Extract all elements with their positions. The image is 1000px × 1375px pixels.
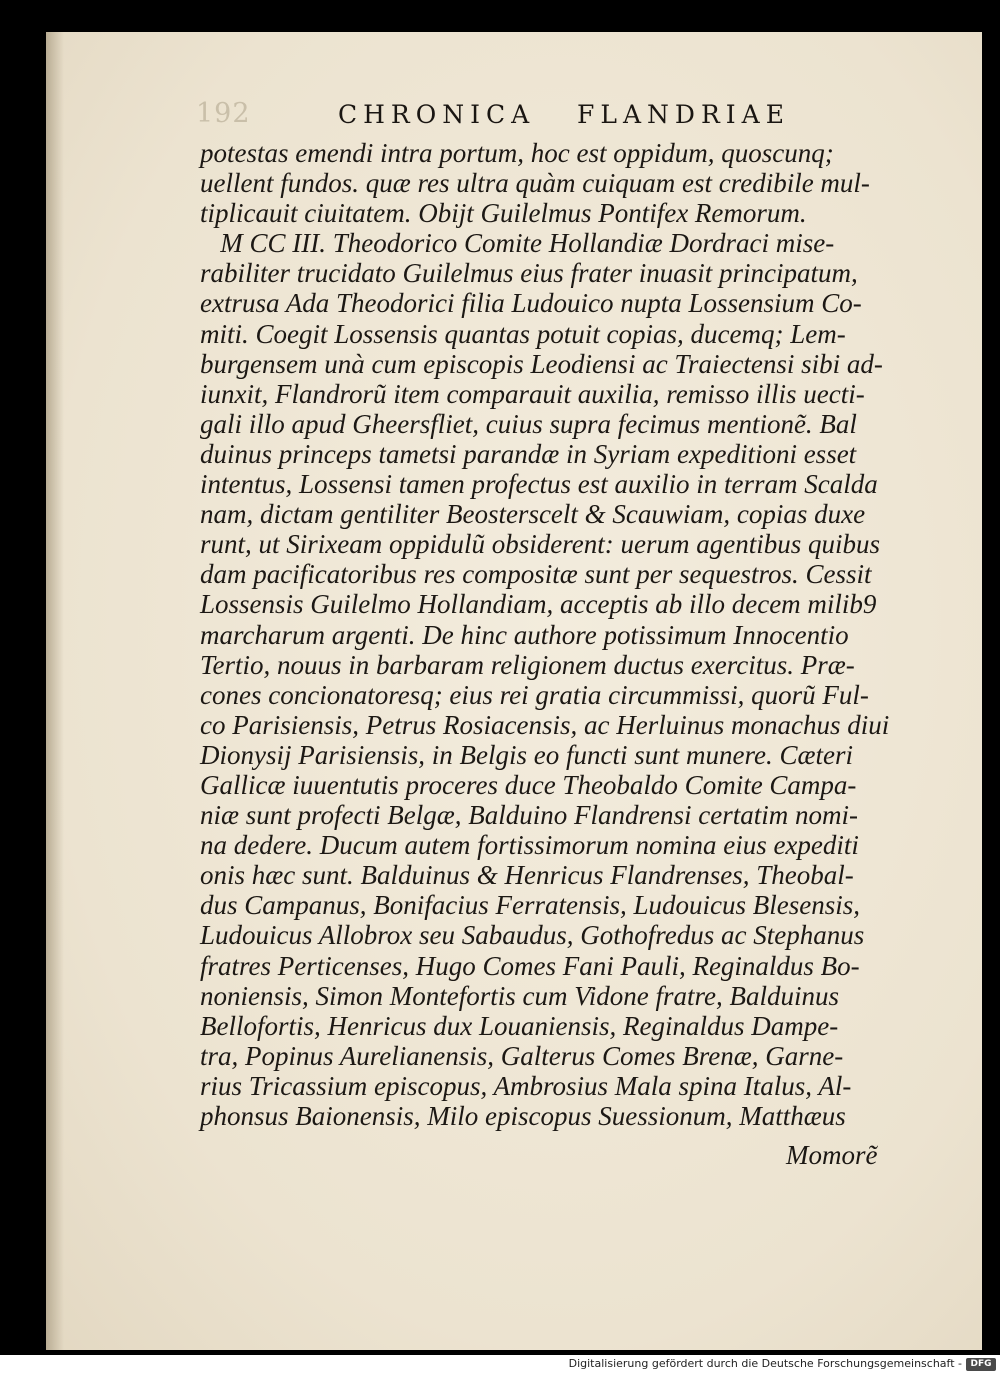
- text-line: na dedere. Ducum autem fortissimorum nomina eius expediti: [200, 830, 859, 861]
- text-line: Ludouicus Allobrox seu Sabaudus, Gothofredus ac Stephanus: [200, 920, 865, 951]
- text-line: intentus, Lossensi tamen profectus est auxilio in terram Scalda: [200, 469, 878, 500]
- text-line: gali illo apud Gheersfliet, cuius supra fecimus mentionẽ. Bal: [200, 408, 857, 439]
- text-line: M CC III. Theodorico Comite Hollandiæ Dordraci mise-: [200, 228, 835, 259]
- text-line: potestas emendi intra portum, hoc est oppidum, quoscunq;: [200, 138, 834, 168]
- text-line: duinus princeps tametsi parandæ in Syriam expeditioni esset: [200, 438, 857, 469]
- text-line: tiplicauit ciuitatem. Obijt Guilelmus Pontifex Remorum.: [200, 198, 807, 229]
- page-number: 192: [196, 98, 251, 129]
- text-line: phonsus Baionensis, Milo episcopus Suessionum, Matthæus: [200, 1101, 846, 1131]
- text-line: Bellofortis, Henricus dux Louaniensis, Reginaldus Dampe-: [200, 1010, 839, 1041]
- text-line: niæ sunt profecti Belgæ, Balduino Flandrensi certatim nomi-: [200, 800, 858, 831]
- text-line: Gallicæ iuuentutis proceres duce Theobaldo Comite Campa-: [200, 769, 857, 800]
- text-line: miti. Coegit Lossensis quantas potuit copias, ducemq; Lem-: [200, 318, 846, 349]
- text-line: burgensem unà cum episcopis Leodiensi ac Traiectensi sibi ad-: [200, 348, 883, 379]
- text-line: dus Campanus, Bonifacius Ferratensis, Ludouicus Blesensis,: [200, 890, 860, 921]
- text-line: uellent fundos. quæ res ultra quàm cuiquam est credibile mul-: [200, 168, 870, 199]
- text-line: rabiliter trucidato Guilelmus eius frater inuasit principatum,: [200, 258, 858, 289]
- funding-credit: Digitalisierung gefördert durch die Deutsche Forschungsgemeinschaft -: [568, 1357, 962, 1370]
- text-line: Dionysij Parisiensis, in Belgis eo functi sunt munere. Cæteri: [200, 739, 853, 770]
- page-edge-mark: [992, 305, 1000, 347]
- text-line: dam pacificatoribus res compositæ sunt per sequestros. Cessit: [200, 559, 872, 590]
- text-line: nam, dictam gentiliter Beosterscelt & Scauwiam, copias duxe: [200, 499, 866, 530]
- page-gutter-shadow: [46, 32, 64, 1350]
- running-head: CHRONICA FLANDRIAE: [338, 100, 790, 129]
- text-line: iunxit, Flandrorũ item comparauit auxilia, remisso illis uecti-: [200, 378, 865, 409]
- text-line: cones concionatoresq; eius rei gratia circummissi, quorũ Ful-: [200, 679, 869, 710]
- text-line: marcharum argenti. De hinc authore potissimum Innocentio: [200, 619, 849, 650]
- text-line: co Parisiensis, Petrus Rosiacensis, ac Herluinus monachus diui: [200, 709, 890, 740]
- text-line: onis hæc sunt. Balduinus & Henricus Flandrenses, Theobal-: [200, 860, 854, 891]
- text-line: extrusa Ada Theodorici filia Ludouico nupta Lossensium Co-: [200, 288, 862, 319]
- text-line: fratres Perticenses, Hugo Comes Fani Pauli, Reginaldus Bo-: [200, 950, 860, 981]
- catchword: Momorẽ: [786, 1140, 878, 1170]
- body-text: [200, 138, 918, 1131]
- text-line: Lossensis Guilelmo Hollandiam, acceptis ab illo decem milib9: [200, 589, 877, 620]
- text-line: rius Tricassium episcopus, Ambrosius Mala spina Italus, Al-: [200, 1070, 852, 1101]
- text-line: tra, Popinus Aurelianensis, Galterus Comes Brenæ, Garne-: [200, 1040, 844, 1071]
- dfg-logo-icon: DFG: [966, 1358, 996, 1371]
- text-line: noniensis, Simon Montefortis cum Vidone fratre, Balduinus: [200, 980, 839, 1011]
- text-line: runt, ut Sirixeam oppidulũ obsiderent: uerum agentibus quibus: [200, 529, 880, 560]
- text-line: Tertio, nouus in barbaram religionem ductus exercitus. Præ-: [200, 649, 855, 680]
- footer-bar: [0, 1355, 1000, 1375]
